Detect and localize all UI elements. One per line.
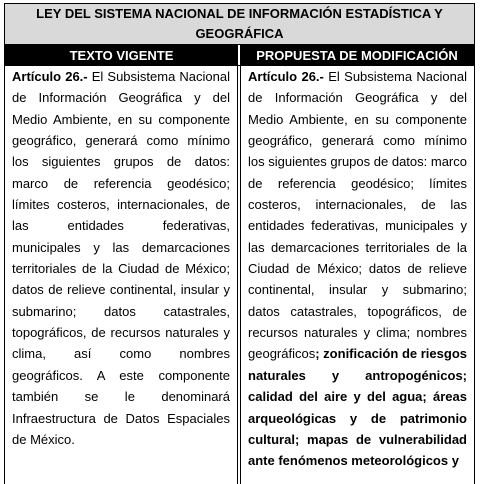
law-title: LEY DEL SISTEMA NACIONAL DE INFORMACIÓN ESTADÍSTICA Y GEOGRÁFICA	[5, 4, 474, 45]
proposal-added-text: ; zonificación de riesgos naturales y antropogénicos; calidad del aire y del agua; áreas arqueológicas y de patrimonio cultural; mapas de vulnerabilidad ante fenómenos meteorológicos y	[248, 346, 467, 469]
article-number: Artículo 26.-	[12, 69, 88, 84]
column-header-row	[5, 45, 474, 66]
proposal-article-body: El Subsistema Nacional de Información Geográfica y del Medio Ambiente, en su componente geográfico, generará como mínimo los siguientes grupos de datos: marco de referencia geodésico; límites costeros, internacionales, de las entidades federativas, municipales y las demarcaciones territoriales de la Ciudad de México; datos de relieve continental, insular y submarino; datos catastrales, topográficos, de recursos naturales y clima; nombres geográficos	[248, 69, 468, 362]
article-row	[5, 66, 474, 484]
article-number: Artículo 26.-	[248, 69, 324, 84]
comparison-table	[4, 3, 475, 484]
current-text-cell	[5, 66, 238, 484]
column-header-proposal: PROPUESTA DE MODIFICACIÓN	[256, 47, 458, 63]
current-article-body: El Subsistema Nacional de Información Geográfica y del Medio Ambiente, en su componente geográfico, generará como mínimo los siguientes grupos de datos: marco de referencia geodésico; límites costeros, internacionales, de las entidades federativas, municipales y las demarcaciones territoriales de la Ciudad de México; datos de relieve continental, insular y submarino; datos catastrales, topográficos, de recursos naturales y clima, así como nombres geográficos. A este componente también se le denominará Infraestructura de Datos Espaciales de México.	[12, 69, 231, 447]
column-header-current: TEXTO VIGENTE	[69, 47, 174, 63]
proposal-text-cell	[240, 66, 474, 484]
